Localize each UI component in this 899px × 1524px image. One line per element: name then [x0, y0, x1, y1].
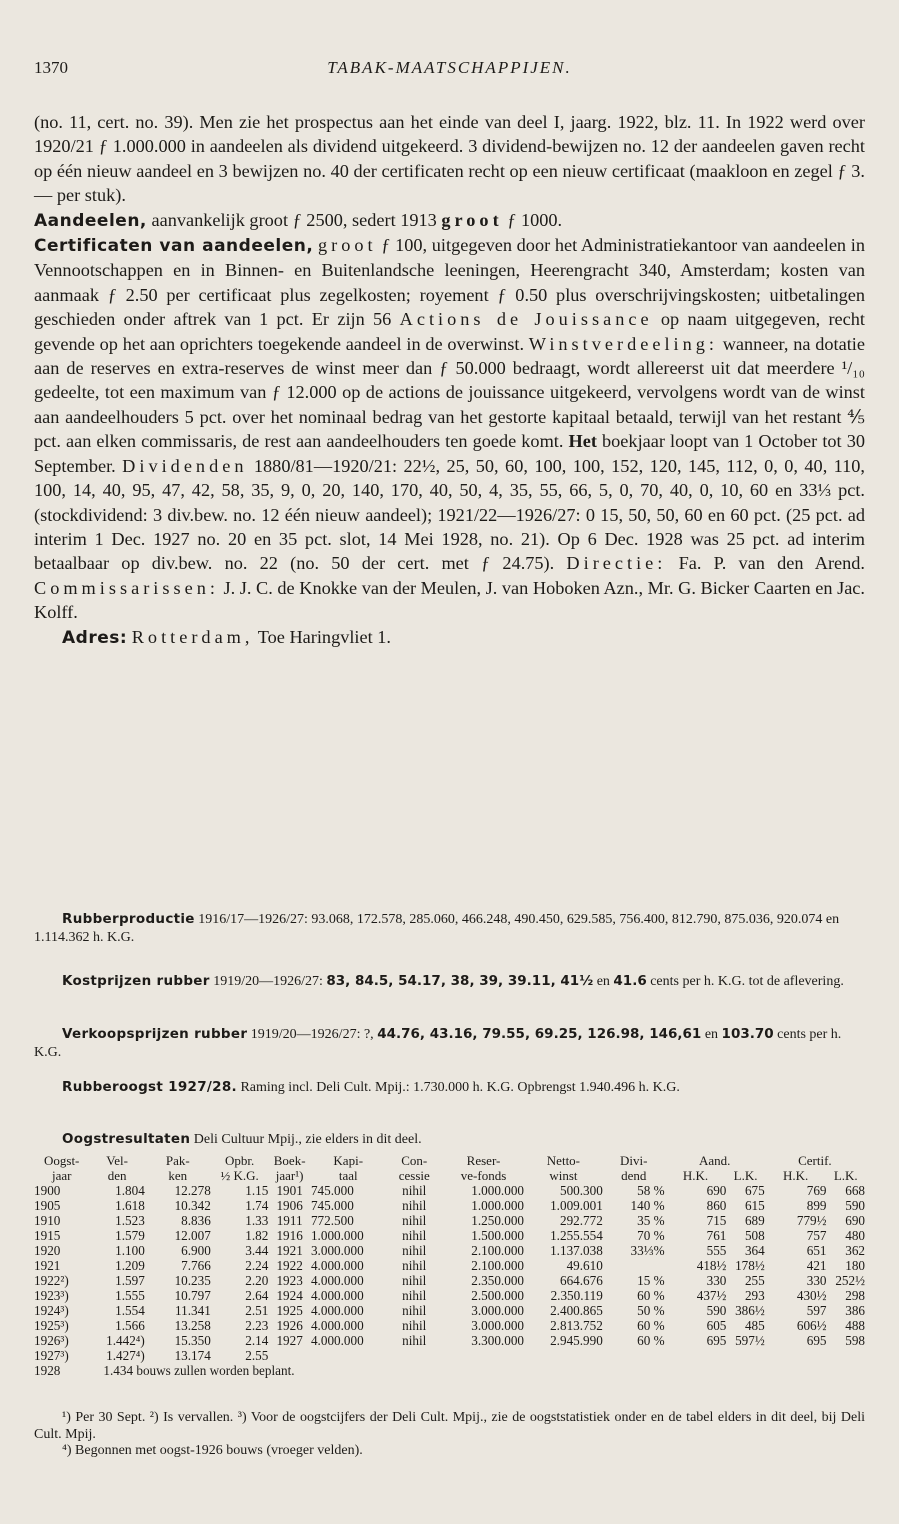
table-cell: 298: [845, 1288, 865, 1303]
verkoopsprijzen-label: Verkoopsprijzen rubber: [62, 1026, 248, 1042]
paragraph-certificaten: [34, 233, 865, 625]
table-cell: 2.23: [245, 1318, 269, 1333]
table-cell: 2.400.865: [550, 1303, 603, 1318]
table-row: [34, 1273, 865, 1288]
table-header-cell: jaar¹): [275, 1168, 304, 1183]
table-header-cell: Pak-: [165, 1153, 190, 1168]
verkoopsprijzen-values: 44.76, 43.16, 79.55, 69.25, 126.98, 146,61: [377, 1026, 702, 1042]
commissarissen-spaced: Commissarissen:: [34, 577, 219, 598]
table-cell: 4.000.000: [310, 1303, 364, 1318]
table-row: [34, 1228, 865, 1243]
table-cell: 689: [744, 1213, 765, 1228]
table-header-cell: Aand.: [698, 1153, 731, 1168]
table-cell: 3.300.000: [471, 1333, 524, 1348]
table-cell: 4.000.000: [310, 1318, 364, 1333]
table-cell: 488: [845, 1318, 865, 1333]
table-cell: 1900: [34, 1183, 61, 1198]
table-cell: 1927³): [34, 1348, 69, 1363]
table-header-cell: dend: [621, 1168, 647, 1183]
table-cell: 605: [706, 1318, 727, 1333]
table-cell: 293: [744, 1288, 765, 1303]
rubberoogst-label: Rubberoogst 1927/28.: [62, 1079, 237, 1095]
table-cell: 1924: [276, 1288, 303, 1303]
table-cell: 1.74: [245, 1198, 269, 1213]
table-header-cell: L.K.: [833, 1168, 858, 1183]
footnote-2-text: ⁴) Begonnen met oogst-1926 bouws (vroeger velden).: [62, 1443, 363, 1458]
table-header-row-1: [34, 1153, 865, 1168]
table-cell: 597½: [735, 1333, 765, 1348]
table-header-cell: ken: [168, 1168, 188, 1183]
paragraph-adres: [34, 625, 865, 650]
table-header-cell: Vel-: [106, 1153, 128, 1168]
table-cell: 1.555: [115, 1288, 145, 1303]
table-row: [34, 1258, 865, 1273]
table-cell: 480: [845, 1228, 865, 1243]
table-header-cell: Netto-: [546, 1153, 581, 1168]
table-header-cell: Con-: [401, 1153, 428, 1168]
table-cell: 49.610: [566, 1258, 603, 1273]
table-cell: [603, 1348, 665, 1363]
table-cell: 1.250.000: [471, 1213, 524, 1228]
table-cell: 418½: [696, 1258, 727, 1273]
table-cell: 10.797: [174, 1288, 211, 1303]
table-cell: 1.137.038: [550, 1243, 603, 1258]
table-cell: 675: [744, 1183, 765, 1198]
table-cell: 437½: [696, 1288, 727, 1303]
table-cell: 1922: [276, 1258, 303, 1273]
paragraph-aandeelen: [34, 208, 865, 233]
winst-text-2: gedeelte, tot een maximum van ƒ 12.000 op de actions de jouissance uitgekeerd, vervolgens wordt van de winst aan aandeelhouders 5 pct. over het nominaal bedrag van het gestorte kapitaal betaald, terwijl van het restant ⅘ pct. aan elken commissaris, de rest aan aandeelhouders ten goede komt.: [34, 382, 865, 452]
table-cell: 2.350.119: [550, 1288, 603, 1303]
rubberproductie-block: [34, 910, 865, 947]
table-cell: [524, 1348, 603, 1363]
verkoopsprijzen-block: [34, 1025, 865, 1062]
aandeelen-text-end: ƒ 1000.: [502, 209, 563, 230]
table-cell: 695: [706, 1333, 727, 1348]
table-cell: [386, 1348, 444, 1363]
table-cell: nihil: [402, 1258, 427, 1273]
table-cell: 597: [806, 1303, 827, 1318]
table-cell: 3.000.000: [471, 1318, 524, 1333]
table-cell: 500.300: [559, 1183, 603, 1198]
table-cell: 1.100: [115, 1243, 145, 1258]
footnote-2: [34, 1443, 865, 1460]
table-cell: 1923: [276, 1273, 303, 1288]
page-header: [34, 58, 865, 82]
table-cell: 364: [744, 1243, 765, 1258]
table-cell: 1.000.000: [471, 1198, 524, 1213]
table-cell: 1923³): [34, 1288, 69, 1303]
table-cell: 1925³): [34, 1318, 69, 1333]
table-cell: 386½: [735, 1303, 765, 1318]
table-header-cell: Certif.: [798, 1153, 832, 1168]
table-cell: 11.341: [175, 1303, 211, 1318]
aandeelen-label: Aandeelen,: [34, 210, 147, 231]
dividenden-text: 1880/81—1920/21: 22½, 25, 50, 60, 100, 100, 152, 120, 145, 112, 0, 0, 40, 110, 100, 14, 40, 95, 47, 42, 58, 35, 9, 0, 20, 140, 170, 40, 50, 4, 35, 55, 66, 5, 0, 70, 40, 0, 10, 60 en 33⅓ pct. (stockdividend: 3 div.bew. no. 12 één nieuw aandeel); 1921/22—1926/27: 0 15, 50, 50, 60 en 60 pct. (25 pct. ad interim 1 Dec. 1927 no. 20 en 35 pct. slot, 14 Mei 1928, no. 21). Op 6 Dec. 1928 was 25 pct. ad interim betaalbaar op div.bew. no. 22 (no. 50 der cert. met ƒ 24.75).: [34, 455, 865, 574]
table-cell: 757: [806, 1228, 827, 1243]
table-header-cell: H.K.: [682, 1168, 709, 1183]
table-cell: 33⅓%: [630, 1243, 665, 1258]
table-cell: 1922²): [34, 1273, 69, 1288]
table-header-cell: Oogst-: [44, 1153, 80, 1168]
verkoopsprijzen-en: en: [701, 1027, 722, 1042]
table-cell: 1.804: [115, 1183, 145, 1198]
table-cell: 1.442⁴): [106, 1333, 145, 1348]
table-cell: [765, 1348, 827, 1363]
page-number: 1370: [34, 58, 68, 77]
table-cell: 362: [845, 1243, 865, 1258]
table-cell: 2.51: [245, 1303, 269, 1318]
groot-spaced-2: groot: [317, 235, 377, 256]
table-cell: 860: [706, 1198, 727, 1213]
table-cell: 1926³): [34, 1333, 69, 1348]
table-cell: 1925: [276, 1303, 303, 1318]
table-cell: 3.44: [245, 1243, 269, 1258]
cert-text-2: op naam uitgegeven, recht gevende op het aan oprichters toegekende aandeel in de overwinst.: [34, 309, 865, 354]
table-cell: nihil: [402, 1318, 427, 1333]
table-cell: 899: [806, 1198, 827, 1213]
table-cell: 180: [845, 1258, 865, 1273]
table-cell: 1.000.000: [310, 1228, 364, 1243]
table-cell: 695: [806, 1333, 827, 1348]
oogstresultaten-label: Oogstresultaten: [62, 1131, 191, 1147]
table-cell: 1.255.554: [550, 1228, 603, 1243]
table-row: [34, 1198, 865, 1213]
aandeelen-text: aanvankelijk groot ƒ 2500, sedert 1913: [146, 209, 442, 230]
table-row: [34, 1243, 865, 1258]
intro-text: (no. 11, cert. no. 39). Men zie het prospectus aan het einde van deel I, jaarg. 1922, blz. 11. In 1922 werd over 1920/21 ƒ 1.000.000 in aandeelen als dividend uitgekeerd. 3 dividend-bewijzen no. 12 der aandeelen gaven recht op één nieuw aandeel en 3 bewijzen no. 40 der certificaten recht op een nieuw certificaat (maakloon en zegel ƒ 3.— per stuk).: [34, 112, 865, 206]
table-cell: 1915: [34, 1228, 61, 1243]
table-cell: nihil: [402, 1198, 427, 1213]
table-cell: 508: [744, 1228, 765, 1243]
table-cell: 13.258: [174, 1318, 211, 1333]
table-cell: 598: [845, 1333, 865, 1348]
table-cell: 3.000.000: [310, 1243, 364, 1258]
kostprijzen-values: 83, 84.5, 54.17, 38, 39, 39.11, 41½: [326, 973, 594, 989]
table-cell: [665, 1348, 727, 1363]
table-row: [34, 1333, 865, 1348]
table-cell: 2.24: [245, 1258, 269, 1273]
table-cell: 178½: [735, 1258, 765, 1273]
footnotes: [34, 1410, 865, 1460]
running-title: TABAK-MAATSCHAPPIJEN.: [327, 58, 572, 77]
table-cell: 590: [845, 1198, 865, 1213]
table-cell: nihil: [402, 1213, 427, 1228]
adres-text: Toe Haringvliet 1.: [253, 626, 391, 647]
table-header-cell: den: [107, 1168, 127, 1183]
oogstresultaten-text: Deli Cultuur Mpij., zie elders in dit deel.: [190, 1132, 422, 1147]
dividenden-spaced: Dividenden: [122, 455, 248, 476]
table-cell-note: 1.434 bouws zullen worden beplant.: [103, 1363, 295, 1378]
groot-spaced: groot: [441, 209, 503, 230]
table-cell: 715: [706, 1213, 727, 1228]
table-cell: 651: [806, 1243, 827, 1258]
table-cell: 1928: [34, 1363, 61, 1378]
table-cell: 2.500.000: [471, 1288, 524, 1303]
table-cell: 2.813.752: [550, 1318, 603, 1333]
table-row: [34, 1213, 865, 1228]
table-cell: 421: [806, 1258, 827, 1273]
table-row: [34, 1318, 865, 1333]
table-cell: [268, 1348, 311, 1363]
table-cell: 1.500.000: [471, 1228, 524, 1243]
table-cell: 292.772: [559, 1213, 603, 1228]
table-cell: 4.000.000: [310, 1258, 364, 1273]
table-header-cell: Reser-: [466, 1153, 501, 1168]
table-cell: 1.427⁴): [106, 1348, 145, 1363]
table-header-cell: Divi-: [619, 1153, 648, 1168]
table-cell: 664.676: [559, 1273, 603, 1288]
table-cell: 1906: [276, 1198, 303, 1213]
table-cell: [443, 1348, 524, 1363]
table-cell: nihil: [402, 1183, 427, 1198]
table-cell: 745.000: [310, 1198, 354, 1213]
table-cell: 2.20: [245, 1273, 269, 1288]
table-cell: 1.82: [245, 1228, 269, 1243]
table-cell: 330: [806, 1273, 827, 1288]
table-cell: 1920: [34, 1243, 61, 1258]
table-cell: 690: [706, 1183, 727, 1198]
table-cell: 1.15: [245, 1183, 269, 1198]
table-cell: 2.100.000: [471, 1243, 524, 1258]
table-cell: 485: [744, 1318, 765, 1333]
table-cell: 1924³): [34, 1303, 69, 1318]
table-header-cell: H.K.: [782, 1168, 809, 1183]
table-cell: 668: [845, 1183, 865, 1198]
table-cell: 772.500: [310, 1213, 354, 1228]
table-cell: 252½: [835, 1273, 865, 1288]
footnote-1: [34, 1410, 865, 1443]
table-row: [34, 1348, 865, 1363]
table-cell: 1.618: [115, 1198, 145, 1213]
table-cell: 4.000.000: [310, 1273, 364, 1288]
table-header-row-2: [34, 1168, 865, 1183]
table-cell: 60 %: [637, 1288, 665, 1303]
table-cell: 769: [806, 1183, 827, 1198]
kostprijzen-label: Kostprijzen rubber: [62, 973, 210, 989]
table-cell: 1.209: [115, 1258, 145, 1273]
table-header-cell: Boek-: [273, 1153, 306, 1168]
table-cell: 1927: [276, 1333, 303, 1348]
boekjaar-text: boekjaar loopt van 1 October tot 30 September.: [34, 431, 865, 476]
table-cell: nihil: [402, 1303, 427, 1318]
table-cell: 779½: [796, 1213, 827, 1228]
table-cell: 2.14: [245, 1333, 269, 1348]
table-cell: 58 %: [637, 1183, 665, 1198]
oogstresultaten-table: [34, 1153, 865, 1378]
table-cell: 8.836: [181, 1213, 211, 1228]
kostprijzen-en: en: [593, 974, 614, 989]
kostprijzen-last: 41.6: [613, 973, 647, 989]
kostprijzen-text: 1919/20—1926/27:: [209, 974, 327, 989]
table-row-final: [34, 1363, 865, 1378]
directie-spaced: Directie:: [566, 553, 667, 574]
table-header-cell: Kapi-: [333, 1153, 364, 1168]
table-cell: 140 %: [630, 1198, 665, 1213]
table-cell: 761: [706, 1228, 727, 1243]
table-cell: 12.007: [174, 1228, 211, 1243]
table-cell: 2.350.000: [471, 1273, 524, 1288]
table-cell: 70 %: [637, 1228, 665, 1243]
table-cell: 15.350: [174, 1333, 211, 1348]
table-header-cell: ve-fonds: [460, 1168, 507, 1183]
table-cell: 555: [706, 1243, 727, 1258]
het-bold: Het: [563, 431, 597, 452]
table-body: [34, 1183, 865, 1378]
table-cell: 1.000.000: [471, 1183, 524, 1198]
commissarissen-text: J. J. C. de Knokke van der Meulen, J. van Hoboken Azn., Mr. G. Bicker Caarten en Jac. Kolff.: [34, 577, 865, 623]
winstverdeeling-spaced: Winstverdeeling:: [528, 333, 718, 354]
table-cell: 4.000.000: [310, 1333, 364, 1348]
directie-text: Fa. P. van den Arend.: [666, 553, 865, 574]
table-cell: 10.235: [174, 1273, 211, 1288]
table-cell: 4.000.000: [310, 1288, 364, 1303]
table-row: [34, 1288, 865, 1303]
table-cell: 1.597: [115, 1273, 145, 1288]
table-cell: nihil: [402, 1228, 427, 1243]
table-cell: 1921: [34, 1258, 61, 1273]
cert-text: ƒ 100, uitgegeven door het Administratiekantoor van aandeelen in Vennootschappen en in Binnen- en Buitenlandsche leeningen, Heerengracht 340, Amsterdam; kosten van aanmaak ƒ 2.50 per certificaat plus zegelkosten; royement ƒ 0.50 plus overschrijvingskosten; uitbetalingen geschieden onder aftrek van 1 pct. Er zijn 56: [34, 235, 865, 330]
table-cell: 1901: [276, 1183, 303, 1198]
table-header-cell: taal: [338, 1168, 358, 1183]
table-cell: 2.64: [245, 1288, 269, 1303]
rubberoogst-text: Raming incl. Deli Cult. Mpij.: 1.730.000 h. K.G. Opbrengst 1.940.496 h. K.G.: [236, 1080, 680, 1095]
table-cell: 386: [845, 1303, 865, 1318]
table-cell: 1.523: [115, 1213, 145, 1228]
table-header-cell: cessie: [398, 1168, 430, 1183]
table-cell: 1905: [34, 1198, 61, 1213]
table-cell: 1.554: [115, 1303, 145, 1318]
table-cell: 1916: [276, 1228, 303, 1243]
table-cell: 745.000: [310, 1183, 354, 1198]
table-cell: 35 %: [637, 1213, 665, 1228]
table-cell: 1.33: [245, 1213, 269, 1228]
body-text: [34, 110, 865, 650]
oogstresultaten-heading: [34, 1130, 865, 1149]
table-cell: 10.342: [174, 1198, 211, 1213]
table-cell: nihil: [402, 1333, 427, 1348]
table-cell: 2.55: [245, 1348, 269, 1363]
table-cell: 60 %: [637, 1333, 665, 1348]
table-cell: 1911: [276, 1213, 303, 1228]
table-header-cell: L.K.: [733, 1168, 758, 1183]
actions-spaced: Actions de Jouissance: [399, 309, 653, 330]
table-cell: 690: [845, 1213, 865, 1228]
table-cell: 330: [706, 1273, 727, 1288]
table-cell: 13.174: [174, 1348, 211, 1363]
table-cell: 3.000.000: [471, 1303, 524, 1318]
table-header-cell: Opbr.: [224, 1153, 255, 1168]
verkoopsprijzen-last: 103.70: [721, 1026, 774, 1042]
kostprijzen-unit: cents per h. K.G. tot de aflevering.: [646, 974, 844, 989]
table-cell: [603, 1258, 665, 1273]
adres-city: Rotterdam,: [131, 626, 254, 647]
table-cell: 1.009.001: [550, 1198, 603, 1213]
table-cell: 6.900: [181, 1243, 211, 1258]
rubberproductie-text: 1916/17—1926/27: 93.068, 172.578, 285.060, 466.248, 490.450, 629.585, 756.400, 812.790, 875.036, 920.074 en 1.114.362 h. K.G.: [34, 912, 840, 945]
footnote-1-text: ¹) Per 30 Sept. ²) Is vervallen. ³) Voor de oogstcijfers der Deli Cult. Mpij., zie de oogststatistiek onder en de tabel elders in dit deel, bij Deli Cult. Mpij.: [34, 1410, 865, 1442]
table-header-cell: winst: [549, 1168, 578, 1183]
table-cell: [726, 1348, 764, 1363]
table-cell: 430½: [796, 1288, 827, 1303]
table-cell: 7.766: [181, 1258, 211, 1273]
table-cell: 1926: [276, 1318, 303, 1333]
table-row: [34, 1183, 865, 1198]
table-cell: nihil: [402, 1288, 427, 1303]
winst-text: wanneer, na dotatie aan de reserves en extra-reserves de winst meer dan ƒ 50.000 bedraagt, wordt allereerst uit dat meerdere: [34, 333, 866, 379]
table-cell: 2.100.000: [471, 1258, 524, 1273]
verkoopsprijzen-text: 1919/20—1926/27: ?,: [247, 1027, 378, 1042]
table-row: [34, 1303, 865, 1318]
table-cell: 12.278: [174, 1183, 211, 1198]
table-cell: 50 %: [637, 1303, 665, 1318]
rubberoogst-block: [34, 1078, 865, 1097]
table-cell: [827, 1348, 865, 1363]
table-cell: 60 %: [637, 1318, 665, 1333]
table-cell: 590: [706, 1303, 727, 1318]
table-cell: nihil: [402, 1273, 427, 1288]
certificaten-label: Certificaten van aandeelen,: [34, 236, 314, 257]
verkoopsprijzen-unit: cents per h. K.G.: [34, 1027, 842, 1060]
fraction: ¹/₁₀: [841, 358, 865, 379]
table-cell: 606½: [796, 1318, 827, 1333]
table-cell: nihil: [402, 1243, 427, 1258]
table-cell: 2.945.990: [550, 1333, 603, 1348]
table-cell: 255: [744, 1273, 765, 1288]
adres-label: Adres:: [62, 627, 128, 648]
table-cell: 615: [744, 1198, 765, 1213]
paragraph-intro: [34, 110, 865, 208]
table-cell: 15 %: [637, 1273, 665, 1288]
table-header-cell: jaar: [51, 1168, 72, 1183]
rubberproductie-label: Rubberproductie: [62, 911, 195, 927]
table-cell: 1910: [34, 1213, 61, 1228]
table-cell: 1.579: [115, 1228, 145, 1243]
table-cell: 1.566: [115, 1318, 145, 1333]
table-cell: 1921: [276, 1243, 303, 1258]
table-cell: [311, 1348, 386, 1363]
table-header-cell: ½ K.G.: [220, 1168, 259, 1183]
kostprijzen-block: [34, 972, 865, 991]
